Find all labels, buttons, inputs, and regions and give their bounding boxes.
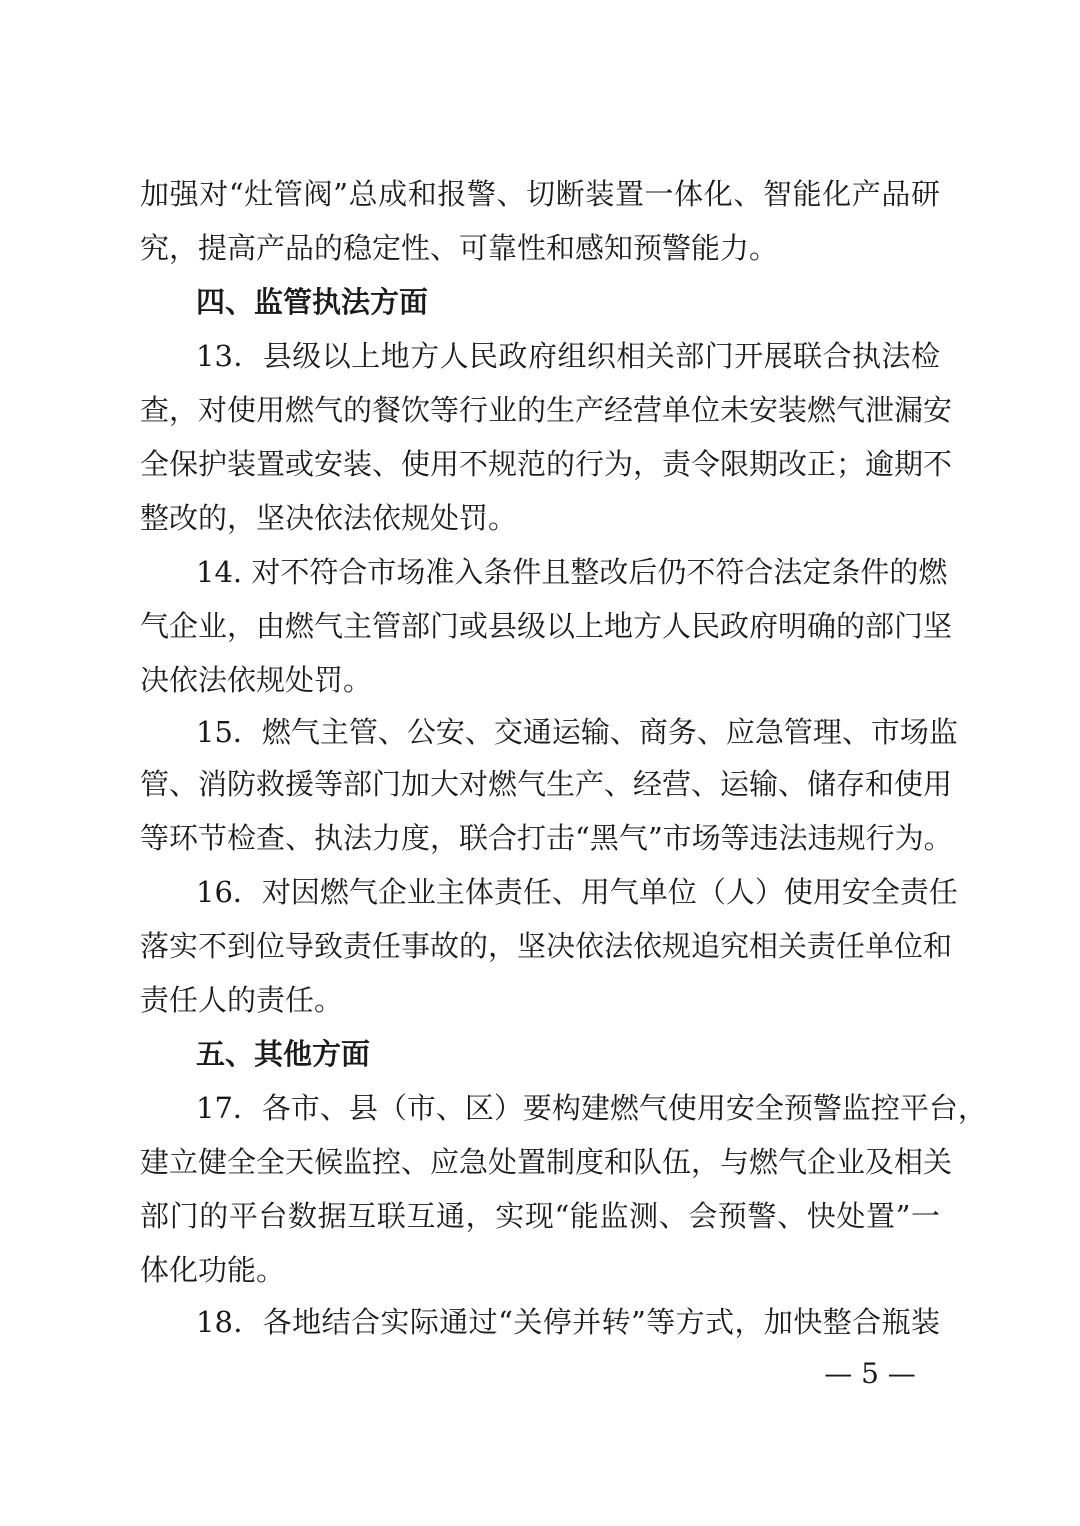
paragraph-line: 查，对使用燃气的餐饮等行业的生产经营单位未安装燃气泄漏安 xyxy=(140,393,953,427)
paragraph-line: 落实不到位导致责任事故的，坚决依法依规追究相关责任单位和 xyxy=(140,929,953,963)
paragraph-line: 18．各地结合实际通过“关停并转”等方式，加快整合瓶装 xyxy=(196,1305,940,1339)
paragraph-line: 15．燃气主管、公安、交通运输、商务、应急管理、市场监 xyxy=(196,715,958,749)
paragraph-line: 14. 对不符合市场准入条件且整改后仍不符合法定条件的燃 xyxy=(196,555,948,589)
paragraph-line: 17．各市、县（市、区）要构建燃气使用安全预警监控平台， xyxy=(196,1091,987,1125)
paragraph-line: 决依法依规处罚。 xyxy=(140,663,373,697)
paragraph-line: 责任人的责任。 xyxy=(140,983,344,1017)
paragraph-line: 整改的，坚决依法依规处罚。 xyxy=(140,501,518,535)
paragraph-line: 建立健全全天候监控、应急处置制度和队伍，与燃气企业及相关 xyxy=(140,1145,953,1179)
paragraph-line: 13．县级以上地方人民政府组织相关部门开展联合执法检 xyxy=(196,339,940,373)
paragraph-line: 等环节检查、执法力度，联合打击“黑气”市场等违法违规行为。 xyxy=(140,821,953,855)
paragraph-line: 16．对因燃气企业主体责任、用气单位（人）使用安全责任 xyxy=(196,875,958,909)
paragraph-line: 究，提高产品的稳定性、可靠性和感知预警能力。 xyxy=(140,231,779,265)
paragraph-line: 部门的平台数据互联互通，实现“能监测、会预警、快处置”一 xyxy=(140,1199,940,1233)
section-heading-other: 五、其他方面 xyxy=(196,1037,371,1071)
paragraph-line: 气企业，由燃气主管部门或县级以上地方人民政府明确的部门坚 xyxy=(140,609,953,643)
paragraph-line: 体化功能。 xyxy=(140,1253,286,1287)
paragraph-line: 全保护装置或安装、使用不规范的行为，责令限期改正；逾期不 xyxy=(140,447,953,481)
page-number: — 5 — xyxy=(824,1357,916,1390)
paragraph-line: 加强对“灶管阀”总成和报警、切断装置一体化、智能化产品研 xyxy=(140,177,940,211)
section-heading-supervision: 四、监管执法方面 xyxy=(196,285,429,319)
paragraph-line: 管、消防救援等部门加大对燃气生产、经营、运输、储存和使用 xyxy=(140,767,953,801)
